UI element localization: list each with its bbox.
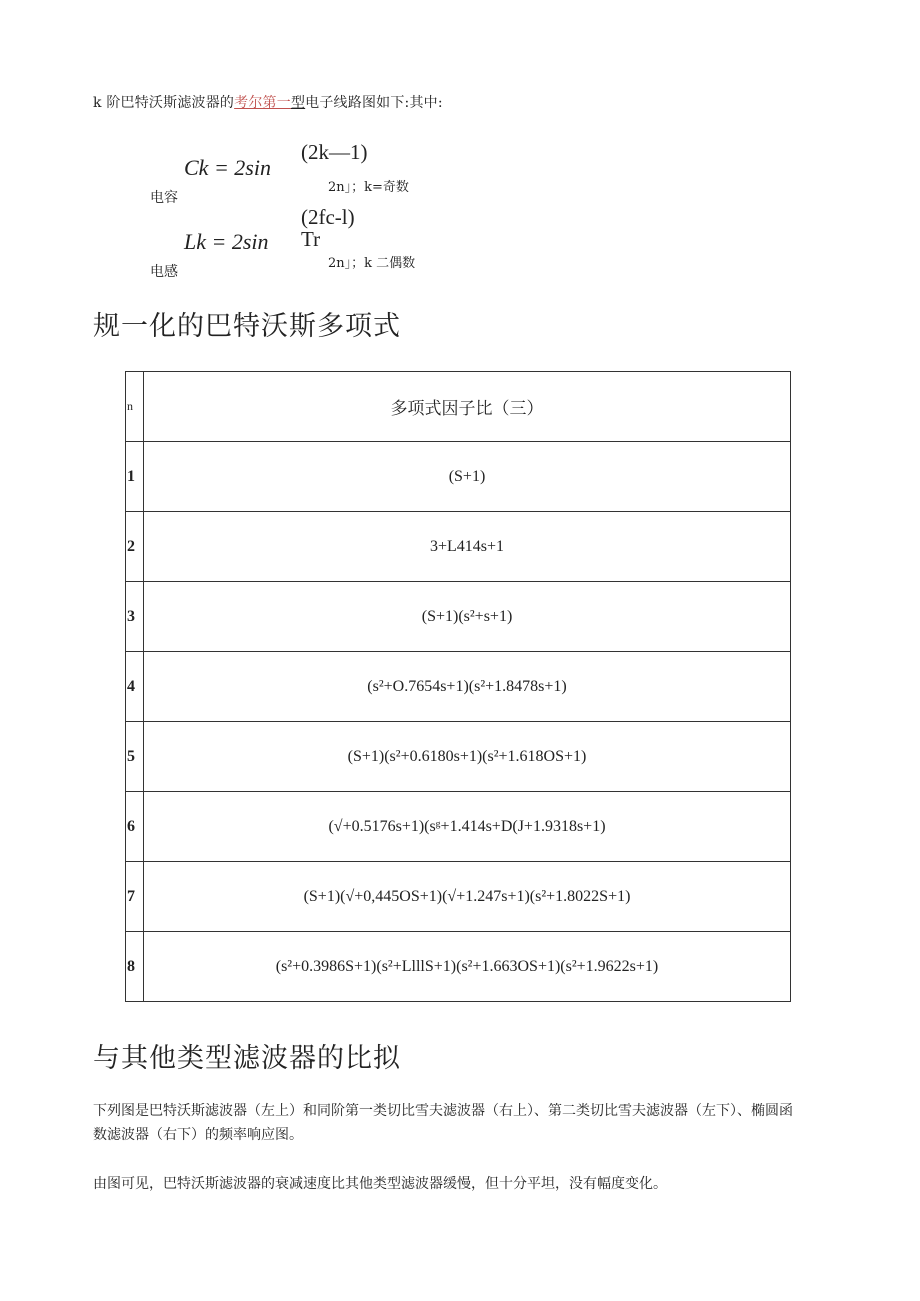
inductor-numerator: (2fc-l)	[301, 205, 355, 229]
row-n: 8	[126, 932, 144, 1002]
row-factor: (s²+0.3986S+1)(s²+LlllS+1)(s²+1.663OS+1)(s²+1.9622s+1)	[144, 932, 791, 1002]
butterworth-polynomial-table	[125, 371, 791, 1002]
inductor-denominator: Tr	[301, 227, 321, 251]
table-header-row	[126, 372, 791, 442]
section-title-polynomials: 规一化的巴特沃斯多项式	[93, 311, 401, 342]
table-row	[126, 582, 791, 652]
capacitor-tail: 2n」；k=奇数	[328, 180, 409, 195]
inductor-formula-lhs: Lk = 2sin	[184, 229, 269, 254]
row-factor: (S+1)(√+0,445OS+1)(√+1.247s+1)(s²+1.8022S+1)	[144, 862, 791, 932]
table-row	[126, 512, 791, 582]
row-n: 2	[126, 512, 144, 582]
table-row	[126, 652, 791, 722]
row-n: 1	[126, 442, 144, 512]
inductor-tail: 2n」；k 二偶数	[328, 256, 416, 271]
row-n: 5	[126, 722, 144, 792]
row-factor: (√+0.5176s+1)(sᵍ+1.414s+D(J+1.9318s+1)	[144, 792, 791, 862]
row-factor: (S+1)(s²+0.6180s+1)(s²+1.618OS+1)	[144, 722, 791, 792]
intro-prefix: k 阶巴特沃斯滤波器的	[93, 95, 235, 111]
intro-highlight: 考尔第一	[234, 95, 291, 111]
paragraph-comparison-description: 下列图是巴特沃斯滤波器（左上）和同阶第一类切比雪夫滤波器（右上）、第二类切比雪夫滤波器（左下）、椭圆函数滤波器（右下）的频率响应图。	[93, 1103, 793, 1143]
table-row	[126, 932, 791, 1002]
capacitor-label: 电容	[150, 190, 178, 206]
intro-line	[93, 92, 443, 112]
row-n: 6	[126, 792, 144, 862]
header-factor: 多项式因子比（三）	[144, 372, 791, 442]
header-n: n	[126, 372, 144, 442]
table-row	[126, 862, 791, 932]
intro-suffix: 电子线路图如下:其中:	[305, 95, 443, 111]
row-n: 4	[126, 652, 144, 722]
paragraph-conclusion: 由图可见，巴特沃斯滤波器的衰减速度比其他类型滤波器缓慢，但十分平坦，没有幅度变化。	[93, 1176, 667, 1192]
row-factor: (s²+O.7654s+1)(s²+1.8478s+1)	[144, 652, 791, 722]
capacitor-formula-lhs: Ck = 2sin	[184, 155, 271, 180]
row-n: 7	[126, 862, 144, 932]
inductor-label: 电感	[150, 264, 178, 280]
capacitor-numerator: (2k—1)	[301, 140, 368, 164]
row-factor: (S+1)(s²+s+1)	[144, 582, 791, 652]
row-factor: (S+1)	[144, 442, 791, 512]
table-row	[126, 442, 791, 512]
table-row	[126, 722, 791, 792]
section-title-comparison: 与其他类型滤波器的比拟	[93, 1043, 401, 1074]
row-factor: 3+L414s+1	[144, 512, 791, 582]
intro-underlined: 型	[290, 95, 306, 111]
table-row	[126, 792, 791, 862]
row-n: 3	[126, 582, 144, 652]
